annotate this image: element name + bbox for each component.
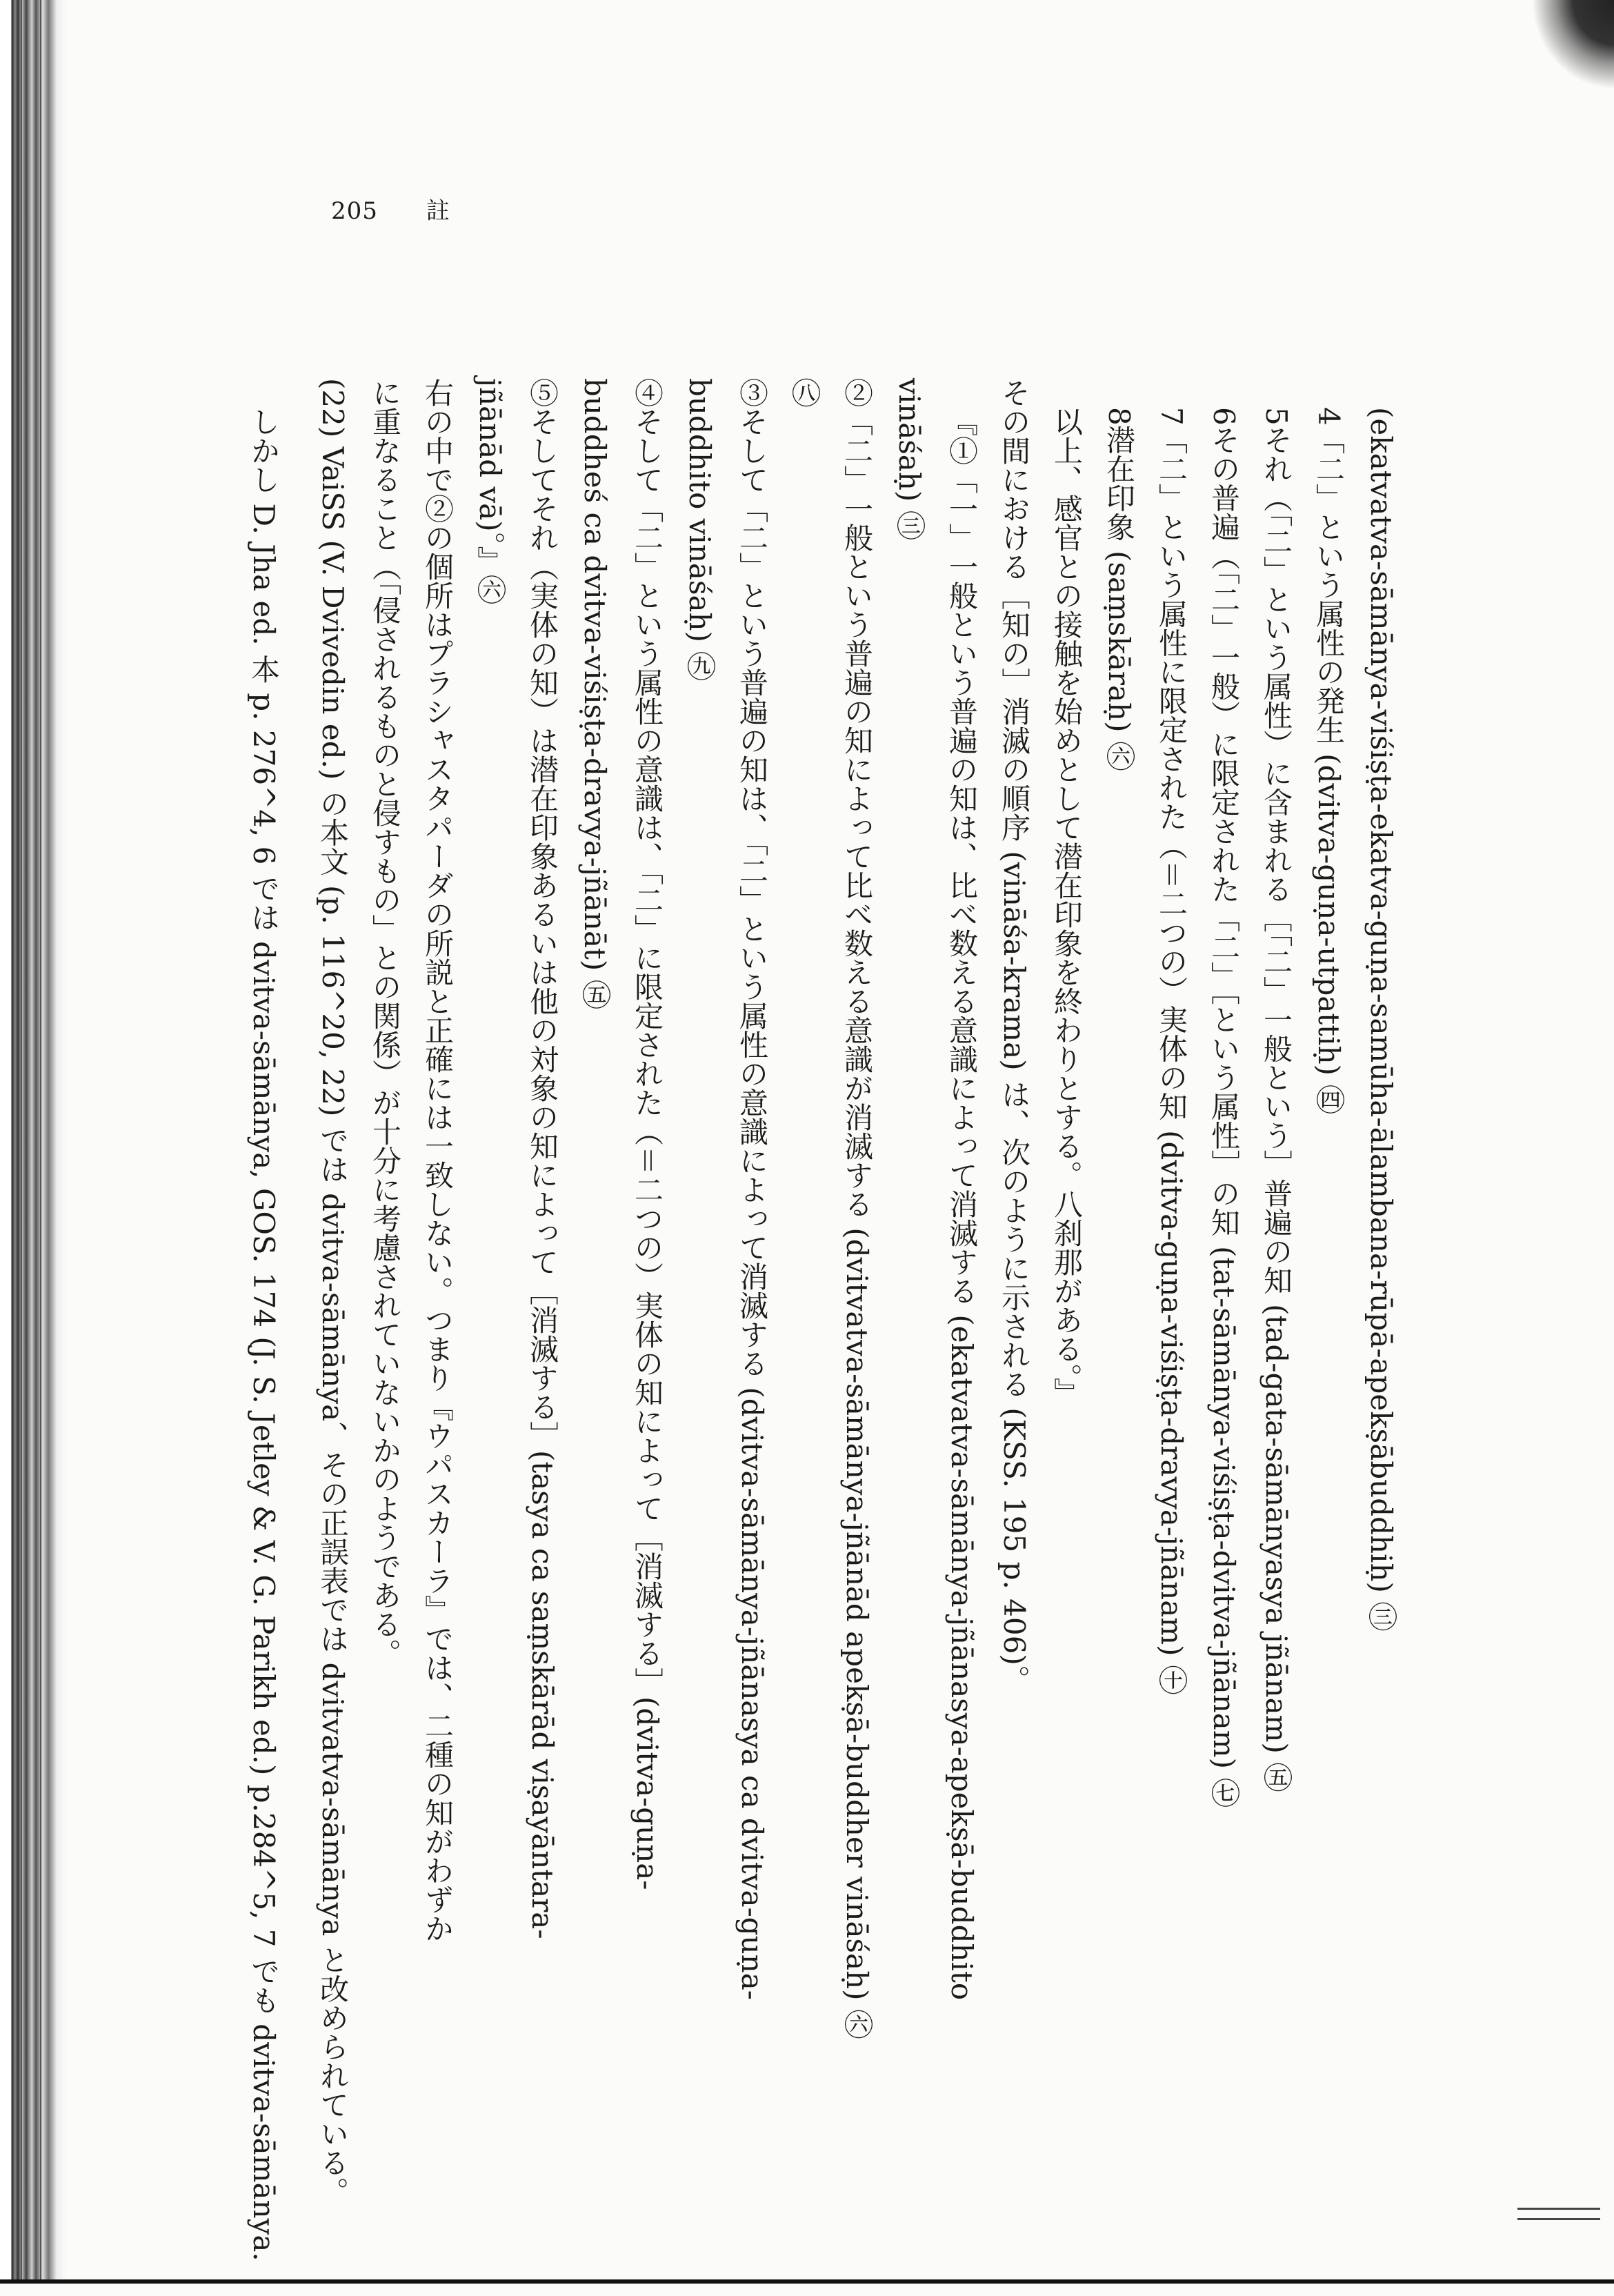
page-number: 205 — [331, 197, 378, 225]
text-line: ④そして「二」という属性の意識は、「二」に限定された（＝二つの）実体の知によって［消滅する］(dvitva-guṇa- — [630, 378, 664, 1890]
page-header — [331, 192, 450, 226]
text-line: buddheś ca dvitva-viśiṣṭa-dravya-jñānāt) ㊄ — [578, 378, 612, 1009]
text-line: (ekatvatva-sāmānya-viśiṣṭa-ekatva-guṇa-samūha-ālambana-rūpā-apekṣābuddhiḥ) ㊂ — [1364, 407, 1398, 1632]
text-line: jñānād vā)。』㊅ — [473, 378, 507, 604]
text-line: 7「二」という属性に限定された（＝二つの）実体の知 (dvitva-guṇa-viśiṣṭa-dravya-jñānam) ㊉ — [1155, 407, 1188, 1694]
text-line: vināśaḥ) ㊂ — [893, 378, 926, 540]
running-title: 註 — [426, 197, 450, 225]
footnote-line: しかし D. Jha ed. 本 p. 276^4, 6 では dvitva-sāmānya, GOS. 174 (J. S. Jetley & V. G. Parikh ed.) p.284^5, 7 でも dvitva-sāmānya. — [247, 407, 281, 2262]
text-line: ⑤そしてそれ（実体の知）は潜在印象あるいは他の対象の知によって［消滅する］(tasya ca saṃskārād viṣayāntara- — [526, 378, 559, 1939]
margin-ticks — [1517, 2208, 1600, 2235]
vertical-text-block — [237, 378, 1407, 2296]
corner-shadow — [1531, 0, 1614, 90]
text-line: 6その普遍（「二」一般）に限定された「二」［という属性］の知 (tat-sāmānya-viśiṣṭa-dvitva-jñānam) ㊆ — [1207, 407, 1241, 1808]
text-line: 8潜在印象 (saṃskāraḥ) ㊅ — [1102, 407, 1136, 771]
text-line: に重なること（「侵されるものと侵すもの」との関係）が十分に考慮されていないかのようである。 — [368, 378, 402, 1667]
text-line: ②「二」一般という普遍の知によって比べ数える意識が消滅する (dvitvatva-sāmānya-jñānād apekṣā-buddher vināśaḥ) ㊅ — [840, 378, 874, 2039]
text-line: buddhito vināśaḥ) ㊈ — [683, 378, 717, 681]
text-line: 『①「一」一般という普遍の知は、比べ数える意識によって消滅する (ekatvatva-sāmānya-jñānasya-apekṣā-buddhito — [945, 407, 979, 2001]
spine-line — [40, 0, 41, 2284]
text-line: 4「二」という属性の発生 (dvitva-guṇa-utpattiḥ) ㊃ — [1312, 407, 1346, 1114]
spine-line — [21, 0, 22, 2284]
text-line: 右の中で②の個所はプラシャスタパーダの所説と正確には一致しない。つまり『ウパスカーラ』では、二種の知がわずか — [421, 378, 455, 1943]
text-line: 以上、感官との接触を始めとして潜在印象を終わりとする。八刹那がある。』 — [1050, 407, 1084, 1407]
text-line: ③そして「二」という普遍の知は、「二」という属性の意識によって消滅する (dvitva-sāmānya-jñānasya ca dvitva-guṇa- — [735, 378, 769, 2000]
book-spine-shadow — [0, 0, 66, 2284]
text-line: 5それ（「二」という属性）に含まれる［「二」一般という］普遍の知 (tad-gata-sāmānyasya jñānam) ㊄ — [1259, 407, 1293, 1792]
footnote-line: (22) VaiSS (V. Dvivedin ed.) の本文 (p. 116^20, 22) では dvitva-sāmānya、その正誤表では dvitvatva-sāmānya と改められている。 — [316, 378, 350, 2206]
text-line: ㊇ — [788, 378, 821, 407]
text-line: その間における［知の］消滅の順序 (vināśa-krama) は、次のように示される (KSS. 195 p. 406)。 — [997, 378, 1031, 1694]
